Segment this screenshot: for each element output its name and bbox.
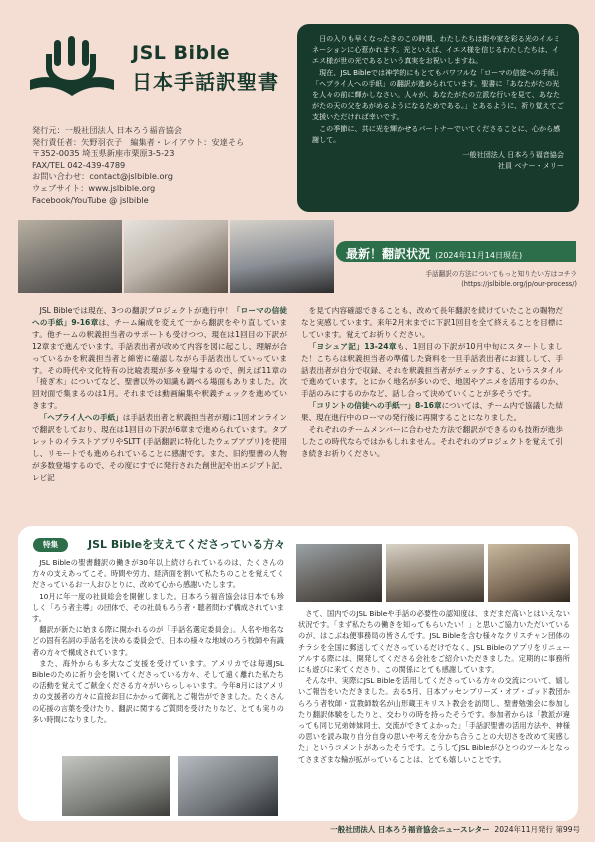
footer bbox=[300, 824, 580, 835]
feature-right-column bbox=[298, 608, 570, 765]
message-paragraph: 現在、JSL Bibleでは神学的にもとてもパワフルな「ローマの信徒への手紙」「ヘブライ人への手紙」の翻訳が進められています。聖書に「あなたがたの光を人々の前に輝かしなさい。人々が、あなたがたの立派な行いを見て、あなたがたの天の父をあがめるようになるためである。」とあるように、祈り覚えてご支援いただければ幸いです。 bbox=[312, 67, 564, 122]
message-paragraph: この季節に、共に光を輝かせるパートナーでいてくださることに、心から感謝して。 bbox=[312, 123, 561, 144]
photo-supporters bbox=[488, 544, 570, 602]
feature-paragraph: そんな中、実際にJSL Bibleを活用してくださっている方々の交流について、嬉しいご報告をいただきました。去る5月、日本アッセンブリーズ・オブ・ゴッド教団からろう者牧師・宣教師数名が山形蔵王キリスト教会を訪問し、聖書勉強会に参加したり翻訳体験をしたりと、交わりの時を持ったそうです。参加者からは「教派が違っても同じ兄弟姉妹同士、交流ができてよかった」「手話訳聖書の活用方法や、神様の思いを読み取り自分自身の思いや考えを分かち合うことの大切さを改めて実感した」というコメントがあったそうです。こうしてJSL Bibleがひとつのツールとなってさまざまな輪が拡がっていることは、とても嬉しいことです。 bbox=[298, 676, 570, 764]
article-paragraph: それぞれのチームメンバーに合わせた方法で翻訳ができるのも技術が進歩したこの時代ならではかもしれません。それぞれのプロジェクトを覚えて引き続きお祈りください。 bbox=[301, 425, 563, 458]
photo-translation-meeting bbox=[18, 220, 122, 293]
publisher-line: 発行責任者：矢野羽衣子 編集者・レイアウト：安達そら bbox=[32, 136, 245, 147]
publisher-line: 発行元：一般社団法人 日本ろう福音協会 bbox=[32, 125, 182, 135]
photo-group-gathering bbox=[386, 544, 484, 602]
publisher-line: FAX/TEL 042-439-4789 bbox=[32, 159, 126, 170]
article-paragraph: を見て内容確認できることも、改めて長年翻訳を続けていたことの賜物だなと実感しています。来年2月末までに下訳1回目を全て終えることを目標にしています。覚えてお祈りください。 bbox=[301, 306, 563, 339]
social-link[interactable]: Facebook/YouTube @ jslbible bbox=[32, 194, 149, 205]
article-paragraph: JSL Bibleでは現在、3つの翻訳プロジェクトが進行中！「ローマの信徒への手紙」9-16章は、チーム編成を変えて一から翻訳をやり直しています。他チームの釈義担当者のサポートも受けつつ、現在は1回目の下訳が12章まで進んでいます。手話表出者が改めて内容を図に起こし、理解が合っているかを釈義担当者と綿密に確認しながら手話表出していっています。その時代や文化特有の比喩表現が多々登場するので、例えば11章の「接ぎ木」についてなど、聖書以外の知識も調べる場面もありました。次回対面で集まるのは1月。それまでは動画編集や釈義チェックを進めていきます。 bbox=[32, 306, 287, 411]
greeting-message-box bbox=[297, 24, 579, 212]
feature-tag: 特集 bbox=[33, 538, 68, 552]
feature-left-column bbox=[32, 557, 284, 725]
article-right-column bbox=[301, 305, 563, 460]
publisher-info bbox=[32, 125, 245, 206]
photo-general-meeting bbox=[296, 544, 382, 602]
process-link[interactable]: (https://jslbible.org/jp/our-process/) bbox=[461, 279, 577, 288]
article-paragraph: 「ヨシュア記」13-24章も、1回目の下訳が10月中旬にスタートしました！こちらは釈義担当者の準備した資料を一旦手話表出者にお渡しして、手話表出者が自分で収録、それを釈義担当者がチェックする、というスタイルで進めています。とにかく地名が多いので、地図やアニメを活用するのか、手話のみにするのかなど、話し合って決めていくことが多そうです。 bbox=[301, 341, 563, 399]
message-paragraph: 日の入りも早くなったきのこの時期、わたしたちは街や家を彩る光のイルミネーションに心惹かれます。光といえば、イエス様を信じるわたしたちは、イエス様が世の光であるという真実をお祝いしますね。 bbox=[312, 34, 561, 66]
feature-paragraph: 10月に年一度の社員総会を開催しました。日本ろう福音協会は日本でも珍しく「ろう者主導」の団体で、その社員もろう者・聴者問わず構成されています。 bbox=[32, 591, 284, 624]
feature-paragraph: JSL Bibleの聖書翻訳の働きが30年以上続けられているのは、たくさんの方々の支えあってこそ。時間や労力、経済面を割いて私たちのことを覚えてくださっているお一人おひとりに、改めて心から感謝いたします。 bbox=[32, 558, 284, 590]
bible-hands-logo-icon bbox=[26, 34, 118, 100]
process-note-text: 手話翻訳の方法についてもっと知りたい方はコチラ bbox=[425, 270, 577, 278]
brand-title-ja: 日本手話訳聖書 bbox=[132, 70, 279, 94]
feature-paragraph: また、海外からも多大なご支援を受けています。アメリカでは毎週JSL Bibleのために祈り会を開いてくださっている方々、そして遠く離れた私たちの活動を覚えてご献金くださる方々がいらっしゃいます。今年8月にはアメリカの支援者の方々に直接お目にかかって御礼とご報告ができました。たくさんの応援の言葉を受けたり、翻訳に関するご質問を受けたりなど、とても実りの多い時間になりました。 bbox=[32, 658, 284, 724]
feature-paragraph: 翻訳が新たに始まる際に開かれるのが「手話名選定委員会」。人名や地名などの固有名詞の手話名を決める委員会で、日本の様々な地域のろう牧師や有識者の方々で構成されています。 bbox=[32, 625, 284, 657]
process-note bbox=[425, 270, 577, 289]
message-org: 一般社団法人 日本ろう福音協会 bbox=[462, 150, 564, 160]
footer-org: 一般社団法人 日本ろう福音協会ニュースレター bbox=[330, 825, 490, 834]
photo-computer-work bbox=[230, 220, 334, 293]
photo-committee bbox=[62, 756, 170, 816]
footer-issue: 第99号 bbox=[555, 825, 580, 834]
website-link[interactable]: ウェブサイト：www.jslbible.org bbox=[32, 182, 156, 193]
progress-date: (2024年11月14日現在) bbox=[435, 251, 523, 260]
article-left-column bbox=[32, 305, 287, 484]
feature-title: JSL Bibleを支えてくださっている方々 bbox=[88, 538, 286, 551]
publisher-line: 〒352-0035 埼玉県新座市栗原3-5-23 bbox=[32, 148, 175, 159]
photo-online-meeting bbox=[178, 756, 278, 816]
footer-date: 2024年11月発行 bbox=[494, 825, 554, 834]
article-paragraph: 「ヘブライ人への手紙」は手話表出者と釈義担当者が週に1回オンラインで翻訳をしており、現在は1回目の下訳が6章まで進められています。タブレットのイラストアプリやSLTT (手話翻訳に特化したウェブアプリ)を使用し、リモートでも進められていることに感謝です。また、旧約聖書の人物が多数登場するので、その度にすでに発行された創世記や出エジプト記、レビ記 bbox=[32, 413, 287, 482]
progress-banner bbox=[336, 241, 576, 262]
article-paragraph: 「コリントの信徒への手紙一」8-16章については、チーム内で協議した結果、現在進行中のローマの発行後に再開することになりました。 bbox=[301, 401, 563, 423]
message-signer: 社員 ベナー・メリー bbox=[497, 161, 564, 171]
contact-email[interactable]: お問い合わせ：contact@jslbible.org bbox=[32, 171, 173, 182]
feature-paragraph: さて、国内でのJSL Bibleや手話の必要性の認知度は、まだまだ高いとはいえない状況です。「まず私たちの働きを知ってもらいたい！」と思いご協力いただいているのが、はこぶね便事務局の皆さんです。JSL Bibleを含む様々なクリスチャン団体のチラシを全国に郵送してくださっているだけでなく、JSL Bibleのアプリをリニューアルする際には、開発してくださる会社をご紹介いただきました。定期的に事務所にも遊びに来てくださり、この関係にとても感謝しています。 bbox=[298, 609, 570, 675]
brand-title-en: JSL Bible bbox=[132, 42, 230, 64]
photo-tablet-drawing bbox=[124, 220, 228, 293]
progress-title: 最新！翻訳状況 bbox=[346, 247, 431, 261]
